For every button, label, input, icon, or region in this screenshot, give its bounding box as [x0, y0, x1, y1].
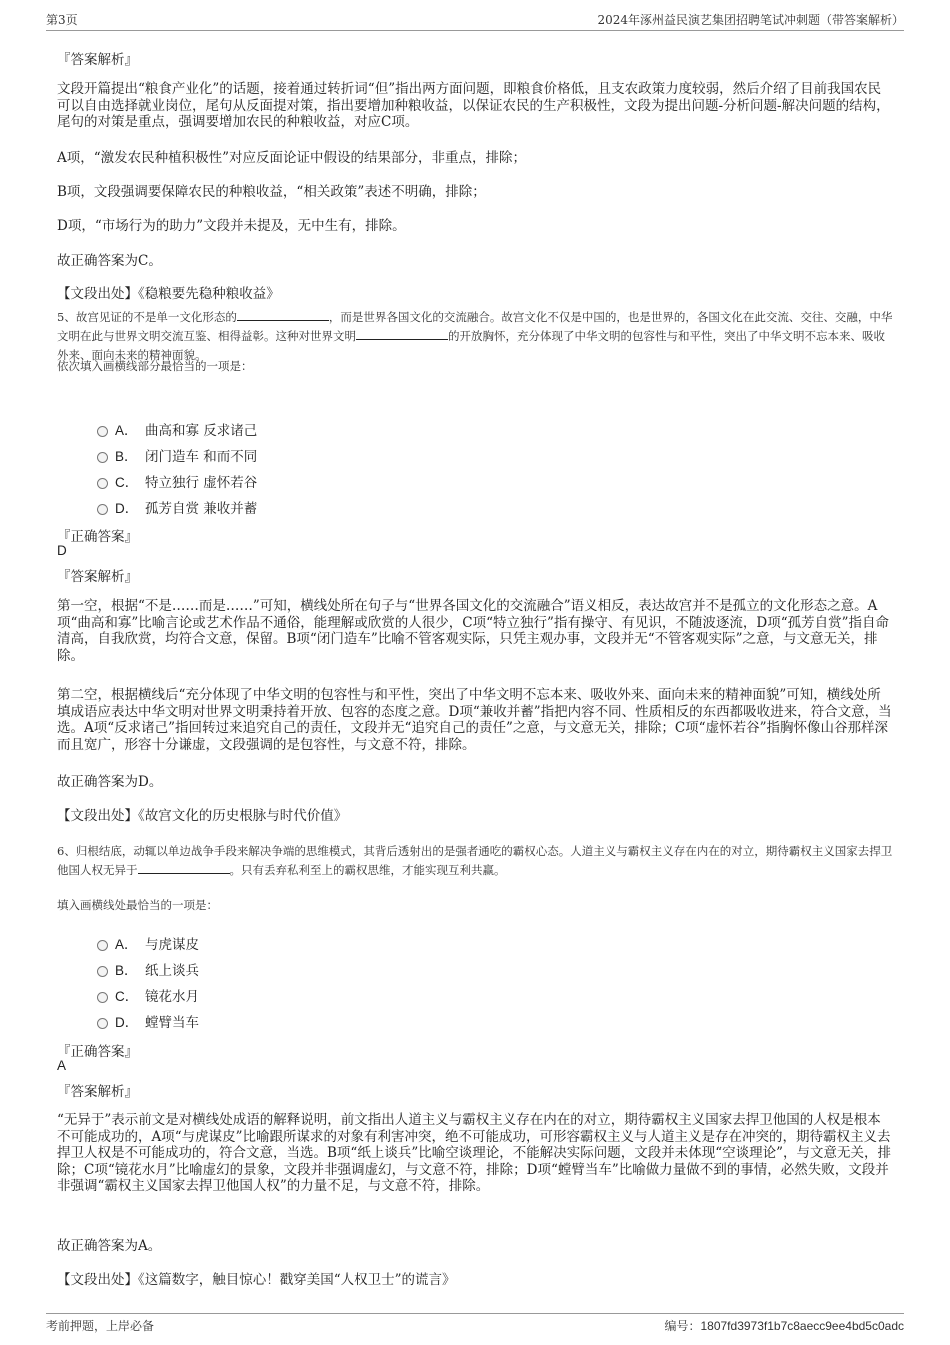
q4-conclusion: 故正确答案为C。	[57, 253, 162, 269]
q6-option-c[interactable]: C． 镜花水月	[97, 985, 199, 1003]
q5-analysis-para1: 第一空，根据“不是……而是……”可知，横线处所在句子与“世界各国文化的交流融合”语义相反，表达故宫并不是孤立的文化形态之意。A项“曲高和寡”比喻言论或艺术作品不通俗，能理解或欣赏的人很少，C项“特立独行”指有操守、有见识，不随波逐流，D项“孤芳自赏”指自命清高，自我欣赏，均符合文意，保留。B项“闭门造车”比喻不管客观实际，只凭主观办事，文段并无“不管客观实际”之意，与文意无关，排除。	[57, 598, 890, 664]
radio-button[interactable]	[97, 966, 108, 977]
page-footer	[46, 1313, 904, 1336]
q4-source: 【文段出处】《稳粮要先稳种粮收益》	[57, 286, 280, 302]
document-title: 2024年涿州益民演艺集团招聘笔试冲刺题（带答案解析）	[597, 13, 904, 27]
footer-slogan: 考前押题，上岸必备	[46, 1319, 155, 1333]
radio-button[interactable]	[97, 426, 108, 437]
q4-analysis-option-d: D项，“市场行为的助力”文段并未提及，无中生有，排除。	[57, 218, 406, 234]
q4-analysis-option-b: B项，文段强调要保障农民的种粮收益，“相关政策”表述不明确，排除；	[57, 184, 486, 200]
q5-source: 【文段出处】《故宫文化的历史根脉与时代价值》	[57, 808, 348, 824]
fill-blank	[138, 861, 230, 874]
q5-correct-answer: D	[57, 543, 67, 558]
q6-correct-label: 『正确答案』	[57, 1044, 138, 1060]
q6-option-a[interactable]: A． 与虎谋皮	[97, 933, 199, 951]
page-header	[46, 8, 904, 31]
radio-button[interactable]	[97, 992, 108, 1003]
q5-conclusion: 故正确答案为D。	[57, 774, 163, 790]
q5-correct-label: 『正确答案』	[57, 529, 138, 545]
radio-button[interactable]	[97, 452, 108, 463]
q6-analysis-label: 『答案解析』	[57, 1084, 138, 1100]
q5-option-a[interactable]: A． 曲高和寡 反求诸己	[97, 419, 257, 437]
q6-source: 【文段出处】《这篇数字，触目惊心！戳穿美国“人权卫士”的谎言》	[57, 1272, 456, 1288]
page-number: 第3页	[46, 13, 78, 27]
q6-option-b[interactable]: B． 纸上谈兵	[97, 959, 199, 977]
q4-analysis-label: 『答案解析』	[57, 52, 138, 68]
q4-analysis-para1: 文段开篇提出“粮食产业化”的话题，接着通过转折词“但”指出两方面问题，即粮食价格低，且支农政策力度较弱，然后介绍了目前我国农民可以自由选择就业岗位，尾句从反面提对策，指出要增加种粮收益，以保证农民的生产积极性，文段为提出问题-分析问题-解决问题的结构，尾句的对策是重点，强调要增加农民的种粮收益，对应C项。	[57, 81, 890, 130]
q6-option-d[interactable]: D． 螳臂当车	[97, 1011, 199, 1029]
radio-button[interactable]	[97, 504, 108, 515]
q5-prompt: 依次填入画横线部分最恰当的一项是：	[57, 359, 253, 373]
q6-conclusion: 故正确答案为A。	[57, 1238, 162, 1254]
q6-analysis-para1: “无异于”表示前文是对横线处成语的解释说明，前文指出人道主义与霸权主义存在内在的对立，期待霸权主义国家去捍卫他国的人权是根本不可能成功的，A项“与虎谋皮”比喻跟所谋求的对象有利害冲突，绝不可能成功，可形容霸权主义与人道主义是存在冲突的，期待霸权主义去捍卫人权是不可能成功的，符合文意，当选。B项“纸上谈兵”比喻空谈理论，不能解决实际问题，文段并未体现“空谈理论”，与文意无关，排除；C项“镜花水月”比喻虚幻的景象，文段并非强调虚幻，与文意不符，排除；D项“螳臂当车”比喻做力量做不到的事情，必然失败，文段并非强调“霸权主义国家去捍卫他国人权”的力量不足，与文意不符，排除。	[57, 1112, 892, 1194]
document-code: 编号：1807fd3973f1b7c8aecc9ee4bd5c0adc	[664, 1319, 904, 1333]
q6-correct-answer: A	[57, 1058, 67, 1073]
fill-blank	[356, 327, 448, 340]
q5-analysis-para2: 第二空，根据横线后“充分体现了中华文明的包容性与和平性，突出了中华文明不忘本来、吸收外来、面向未来的精神面貌”可知，横线处所填成语应表达中华文明对世界文明秉持着开放、包容的态度之意。D项“兼收并蓄”指把内容不同、性质相反的东西都吸收进来，符合文意，当选。A项“反求诸己”指回转过来追究自己的责任，文段并无“追究自己的责任”之意，与文意无关，排除；C项“虚怀若谷”指胸怀像山谷那样深而且宽广，形容十分谦虚，文段强调的是包容性，与文意不符，排除。	[57, 687, 892, 753]
fill-blank	[237, 308, 329, 321]
radio-button[interactable]	[97, 1018, 108, 1029]
radio-button[interactable]	[97, 478, 108, 489]
q6-prompt: 填入画横线处最恰当的一项是：	[57, 898, 218, 912]
radio-button[interactable]	[97, 940, 108, 951]
q4-analysis-option-a: A项，“激发农民种植积极性”对应反面论证中假设的结果部分，非重点，排除；	[57, 150, 527, 166]
q5-option-c[interactable]: C． 特立独行 虚怀若谷	[97, 471, 257, 489]
q5-option-d[interactable]: D． 孤芳自赏 兼收并蓄	[97, 497, 257, 515]
q5-option-b[interactable]: B． 闭门造车 和而不同	[97, 445, 257, 463]
q6-stem: 6、归根结底，动辄以单边战争手段来解决争端的思维模式，其背后透射出的是强者通吃的霸权心态。人道主义与霸权主义存在内在的对立，期待霸权主义国家去捍卫他国人权无异于 。只有丢弃私利至上的霸权思维，才能实现互利共赢。	[57, 844, 893, 877]
q5-analysis-label: 『答案解析』	[57, 569, 138, 585]
q5-stem: 5、故宫见证的不是单一文化形态的 ，而是世界各国文化的交流融合。故宫文化不仅是中国的，也是世界的，各国文化在此交流、交往、交融，中华文明在此与世界文明交流互鉴、相得益彰。这种对世界文明 的开放胸怀，充分体现了中华文明的包容性与和平性，突出了中华文明不忘本来、吸收外来、面向未来的精神面貌。	[57, 310, 893, 362]
